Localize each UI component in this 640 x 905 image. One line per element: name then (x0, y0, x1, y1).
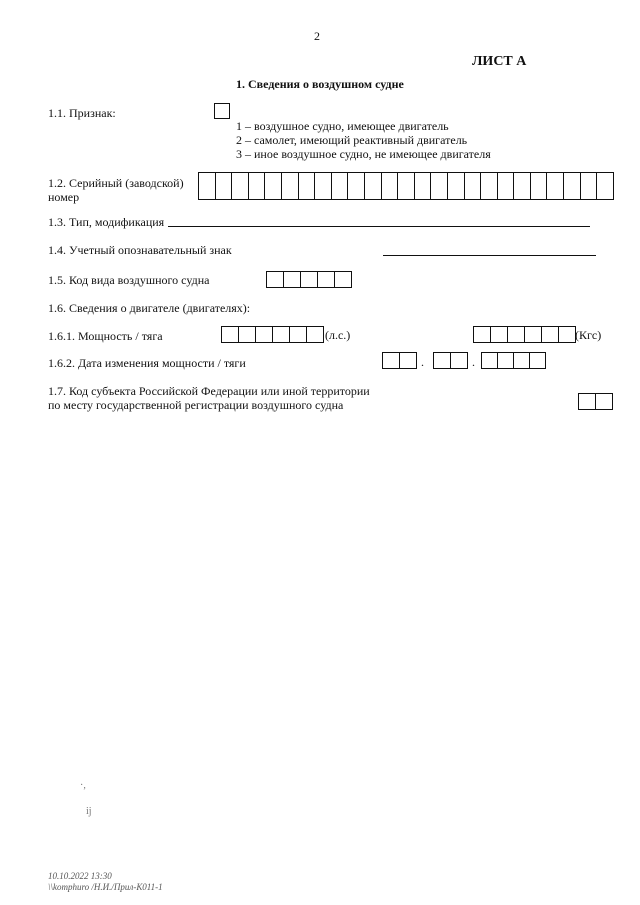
serial-cell[interactable] (546, 172, 564, 200)
field-1-5-code-cells[interactable] (266, 271, 351, 288)
field-1-1-input[interactable] (214, 103, 230, 119)
date-cell[interactable] (399, 352, 417, 369)
kgf-cell[interactable] (473, 326, 491, 343)
serial-cell[interactable] (464, 172, 482, 200)
kgf-cell[interactable] (558, 326, 576, 343)
code-cell[interactable] (334, 271, 352, 288)
serial-cell[interactable] (314, 172, 332, 200)
field-1-7-region-cells[interactable] (578, 393, 612, 410)
hp-cell[interactable] (306, 326, 324, 343)
serial-cell[interactable] (231, 172, 249, 200)
serial-cell[interactable] (281, 172, 299, 200)
date-cell[interactable] (497, 352, 514, 369)
region-cell[interactable] (578, 393, 596, 410)
region-cell[interactable] (595, 393, 613, 410)
code-cell[interactable] (283, 271, 301, 288)
code-cell[interactable] (317, 271, 335, 288)
code-cell[interactable] (300, 271, 318, 288)
date-cell[interactable] (529, 352, 546, 369)
serial-cell[interactable] (264, 172, 282, 200)
date-day-cells[interactable] (382, 352, 416, 369)
kgf-cell[interactable] (490, 326, 508, 343)
field-1-1-label: 1.1. Признак: (48, 106, 116, 120)
date-cell[interactable] (433, 352, 451, 369)
field-1-6-1-label: 1.6.1. Мощность / тяга (48, 329, 163, 343)
hp-cell[interactable] (221, 326, 239, 343)
serial-cell[interactable] (248, 172, 266, 200)
field-1-7-label-cont: по месту государственной регистрации воздушного судна (48, 398, 344, 412)
serial-cell[interactable] (497, 172, 515, 200)
serial-cell[interactable] (563, 172, 581, 200)
field-1-7-label: 1.7. Код субъекта Российской Федерации или иной территории (48, 384, 370, 398)
kgf-cell[interactable] (524, 326, 542, 343)
date-cell[interactable] (481, 352, 498, 369)
unit-kgf: (Кгс) (575, 328, 602, 342)
serial-cell[interactable] (414, 172, 432, 200)
footer-file-path: \\komphuro /Н.И./Прил-К011-1 (48, 882, 163, 892)
date-separator: . (472, 355, 475, 369)
serial-cell[interactable] (580, 172, 598, 200)
hp-cell[interactable] (272, 326, 290, 343)
serial-cell[interactable] (397, 172, 415, 200)
field-1-1-option-2: 2 – самолет, имеющий реактивный двигатель (236, 133, 468, 147)
field-1-5-label: 1.5. Код вида воздушного судна (48, 273, 210, 287)
field-1-2-label-cont: номер (48, 190, 80, 204)
field-1-6-label: 1.6. Сведения о двигателе (двигателях): (48, 301, 251, 315)
serial-cell[interactable] (364, 172, 382, 200)
hp-cell[interactable] (289, 326, 307, 343)
serial-cell[interactable] (480, 172, 498, 200)
field-1-4-input-line[interactable] (383, 255, 596, 256)
hp-cell[interactable] (238, 326, 256, 343)
field-1-6-1-kgf-cells[interactable] (473, 326, 575, 343)
serial-cell[interactable] (347, 172, 365, 200)
serial-cell[interactable] (530, 172, 548, 200)
date-year-cells[interactable] (481, 352, 545, 369)
page-number: 2 (314, 29, 320, 43)
date-cell[interactable] (382, 352, 400, 369)
date-cell[interactable] (513, 352, 530, 369)
footer-timestamp: 10.10.2022 13:30 (48, 871, 112, 881)
field-1-1-option-3: 3 – иное воздушное судно, не имеющее двигателя (236, 147, 491, 161)
scan-mark: ·, (80, 780, 86, 791)
field-1-3-input-line[interactable] (168, 226, 590, 227)
sheet-title: ЛИСТ А (472, 54, 527, 69)
serial-cell[interactable] (198, 172, 216, 200)
serial-cell[interactable] (215, 172, 233, 200)
field-1-2-label: 1.2. Серийный (заводской) (48, 176, 184, 190)
serial-cell[interactable] (331, 172, 349, 200)
date-separator: . (421, 355, 424, 369)
serial-cell[interactable] (381, 172, 399, 200)
serial-cell[interactable] (513, 172, 531, 200)
kgf-cell[interactable] (541, 326, 559, 343)
unit-hp: (л.с.) (325, 328, 351, 342)
field-1-2-serial-cells[interactable] (198, 172, 613, 200)
serial-cell[interactable] (298, 172, 316, 200)
field-1-4-label: 1.4. Учетный опознавательный знак (48, 243, 232, 257)
section-title: 1. Сведения о воздушном судне (236, 77, 404, 91)
hp-cell[interactable] (255, 326, 273, 343)
serial-cell[interactable] (430, 172, 448, 200)
kgf-cell[interactable] (507, 326, 525, 343)
date-month-cells[interactable] (433, 352, 467, 369)
field-1-6-1-hp-cells[interactable] (221, 326, 323, 343)
field-1-3-label: 1.3. Тип, модификация (48, 215, 165, 229)
code-cell[interactable] (266, 271, 284, 288)
field-1-6-2-label: 1.6.2. Дата изменения мощности / тяги (48, 356, 246, 370)
field-1-1-option-1: 1 – воздушное судно, имеющее двигатель (236, 119, 449, 133)
serial-cell[interactable] (596, 172, 614, 200)
date-cell[interactable] (450, 352, 468, 369)
scan-mark: ij (86, 806, 92, 817)
serial-cell[interactable] (447, 172, 465, 200)
